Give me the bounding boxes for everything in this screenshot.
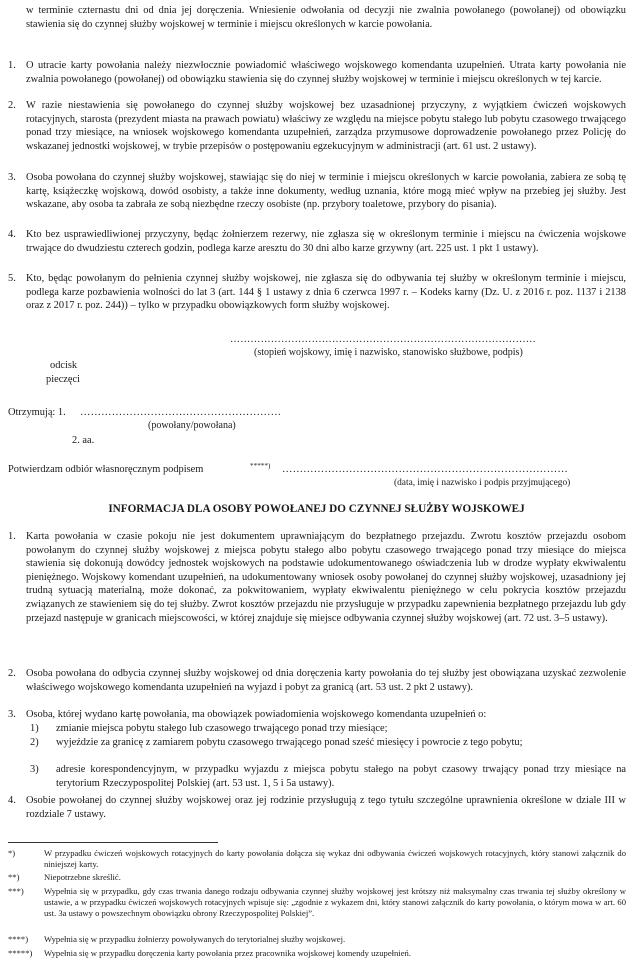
receipt-caption: (data, imię i nazwisko i podpis przyjmującego) [394, 478, 571, 488]
info-item-1-text: Karta powołania w czasie pokoju nie jest dokumentem uprawniającym do bezpłatnego przejazdu. Zwrotu kosztów przejazdu osobom powołanym do czynnej służby wojskowej z miejsca pobytu stałego albo pobytu czasowego trwającego ponad trzy miesiące do miejsca stawienia się dokonują dowódcy jednostek wojskowych na podstawie udokumentowanego oświadczenia lub w drodze wypłaty ekwiwalentu pieniężnego. Wojskowy komendant uzupełnień, na udokumentowany wniosek osoby powołanej do czynnej służby wojskowej, uzasadniony jej trudną sytuacją materialną, może dokonać, za pokwitowaniem, wypłaty ekwiwalentu pieniężnego w celu pokrycia kosztów przejazdu związanych ze stawieniem się do tej służby. Zwrot kosztów przejazdu nie przysługuje w przypadku zapewnienia bezpłatnego przejazdu lub gdy przejazd następuje w granicach miejscowości, w której znajduje się miejsce odbywania czynnej służby wojskowej (art. 72 ust. 3–5 ustawy). [26, 531, 626, 624]
footnote-1-mark: *) [8, 848, 16, 858]
stamp-label-line1: odcisk [50, 360, 78, 371]
footnote-4-mark: ****) [8, 934, 29, 944]
info-subitem-1-text: zmianie miejsca pobytu stałego lub czasowego trwającego ponad trzy miesiące; [56, 723, 388, 734]
receipt-line: ……………………………………………………………………… [282, 464, 568, 475]
recipients-caption: (powołany/powołana) [148, 420, 236, 431]
footnote-2-mark: **) [8, 872, 20, 882]
signature-caption: (stopień wojskowy, imię i nazwisko, stanowisko służbowe, podpis) [254, 347, 523, 358]
info-item-3-text: Osoba, której wydano kartę powołania, ma obowiązek powiadomienia wojskowego komendanta uzupełnień o: [26, 709, 487, 720]
recipients-second: 2. aa. [72, 435, 95, 446]
info-heading: INFORMACJA DLA OSOBY POWOŁANEJ DO CZYNNEJ SŁUŻBY WOJSKOWEJ [108, 503, 525, 515]
info-item-3-number: 3. [8, 709, 16, 720]
info-subitem-3-text: adresie korespondencyjnym, w przypadku wyjazdu z miejsca pobytu stałego na pobyt czasowy trwający ponad trzy miesiące na terytorium Rzeczypospolitej Polskiej (art. 53 ust. 1, 5 i 5a ustawy). [56, 764, 626, 789]
info-subitem-2-number: 2) [30, 737, 39, 748]
footnote-5-mark: *****) [8, 948, 33, 958]
item-4-number: 4. [8, 229, 16, 240]
item-5-text: Kto, będąc powołanym do pełnienia czynnej służby wojskowej, nie zgłasza się do odbywania tej służby w określonym terminie i miejscu, podlega karze pozbawienia wolności do lat 3 (art. 144 § 1 ustawy z dnia 6 czerwca 1997 r. – Kodeks karny (Dz. U. z 2016 r. poz. 1137 i 2138 oraz z 2017 r. poz. 244)) – tylko w przypadku obowiązkowych form służby wojskowej. [26, 273, 626, 312]
item-5-number: 5. [8, 273, 16, 284]
receipt-marker: *****) [250, 462, 271, 470]
signature-line: ……………………………………………………………………………… [230, 334, 536, 345]
item-1-number: 1. [8, 60, 16, 71]
info-item-1-number: 1. [8, 531, 16, 542]
footnote-3-mark: ***) [8, 886, 24, 896]
info-subitem-3-number: 3) [30, 764, 39, 775]
footnote-5-text: Wypełnia się w przypadku doręczenia karty powołania przez pracownika wojskowej komendy uzupełnień. [44, 948, 411, 958]
stamp-label-line2: pieczęci [46, 374, 81, 385]
info-subitem-2-text: wyjeździe za granicę z zamiarem pobytu czasowego trwającego ponad sześć miesięcy i powrocie z tego pobytu; [56, 737, 523, 748]
footnote-4-text: Wypełnia się w przypadku żołnierzy powoływanych do terytorialnej służby wojskowej. [44, 934, 346, 944]
item-1-text: O utracie karty powołania należy niezwłocznie powiadomić właściwego wojskowego komendanta uzupełnień. Utrata karty powołania nie zwalnia powołanego (powołanej) od obowiązku stawienia się do czynnej służby wojskowej w terminie i miejscu określonych w tej karcie. [26, 60, 626, 85]
info-item-4-number: 4. [8, 795, 16, 806]
recipients-line: ………………………………………………… [80, 407, 282, 418]
info-subitem-1-number: 1) [30, 723, 39, 734]
item-3-text: Osoba powołana do czynnej służby wojskowej, stawiając się do niej w terminie i miejscu określonych w karcie powołania, zabiera ze sobą tę kartę, książeczkę wojskową, dowód osobisty, a także inne dokumenty, według uznania, które mogą mieć wpływ na przebieg jej służby. Jest wskazane, aby osoba ta zabrała ze sobą niezbędne rzeczy osobiste (np. przybory toaletowe, przybory do pisania). [26, 172, 626, 211]
item-2-number: 2. [8, 100, 16, 111]
info-item-4-text: Osobie powołanej do czynnej służby wojskowej oraz jej rodzinie przysługują z tego tytułu szczególne uprawnienia określone w dziale III w rozdziale 7 ustawy. [26, 795, 626, 820]
footnote-3-text: Wypełnia się w przypadku, gdy czas trwania danego rodzaju odbywania czynnej służby wojskowej jest krótszy niż maksymalny czas trwania tej służby określony w ustawie, a w przypadku ćwiczeń wojskowych rotacyjnych wpisuje się: „zgodnie z wykazem dni, który stanowi załącznik do karty powołania, o którym mowa w art. 60 ust. 3a ustawy o powszechnym obowiązku obrony Rzeczypospolitej Polskiej”. [44, 886, 626, 918]
receipt-label: Potwierdzam odbiór własnoręcznym podpisem [8, 464, 204, 475]
item-4-text: Kto bez usprawiedliwionej przyczyny, będąc żołnierzem rezerwy, nie zgłasza się w określonym terminie i miejscu na ćwiczenia wojskowe trwające do dwudziestu czterech godzin, podlega karze aresztu do 30 dni albo karze grzywny (art. 225 ust. 1 pkt 1 ustawy). [26, 229, 626, 254]
info-item-2-number: 2. [8, 668, 16, 679]
recipients-label: Otrzymują: 1. [8, 407, 66, 418]
footnote-1-text: W przypadku ćwiczeń wojskowych rotacyjnych do karty powołania dołącza się wykaz dni odbywania ćwiczeń wojskowych rotacyjnych, który stanowi załącznik do niniejszej karty. [44, 848, 626, 869]
footnote-2-text: Niepotrzebne skreślić. [44, 872, 121, 882]
item-2-text: W razie niestawienia się powołanego do czynnej służby wojskowej bez uzasadnionej przyczyny, z wyjątkiem ćwiczeń wojskowych rotacyjnych, starosta (prezydent miasta na prawach powiatu) właściwy ze względu na miejsce pobytu stałego lub pobytu czasowego trwającego ponad trzy miesiące, na wniosek wojskowego komendanta uzupełnień, zarządza przymusowe doprowadzenie powołanego przez Policję do wskazanej jednostki wojskowej, w trybie przepisów o postępowaniu egzekucyjnym w administracji (art. 61 ust. 2 ustawy). [26, 100, 626, 152]
item-3-number: 3. [8, 172, 16, 183]
intro-paragraph: w terminie czternastu dni od dnia jej doręczenia. Wniesienie odwołania od decyzji nie zwalnia powołanego (powołanej) od obowiązku stawienia się do czynnej służby wojskowej w terminie i miejscu określonych w karcie powołania. [26, 5, 626, 30]
info-item-2-text: Osoba powołana do odbycia czynnej służby wojskowej od dnia doręczenia karty powołania do tej służby jest obowiązana uzyskać zezwolenie właściwego wojskowego komendanta uzupełnień na wyjazd i pobyt za granicą (art. 53 ust. 2 pkt 2 ustawy). [26, 668, 626, 693]
footnote-separator [8, 842, 218, 843]
